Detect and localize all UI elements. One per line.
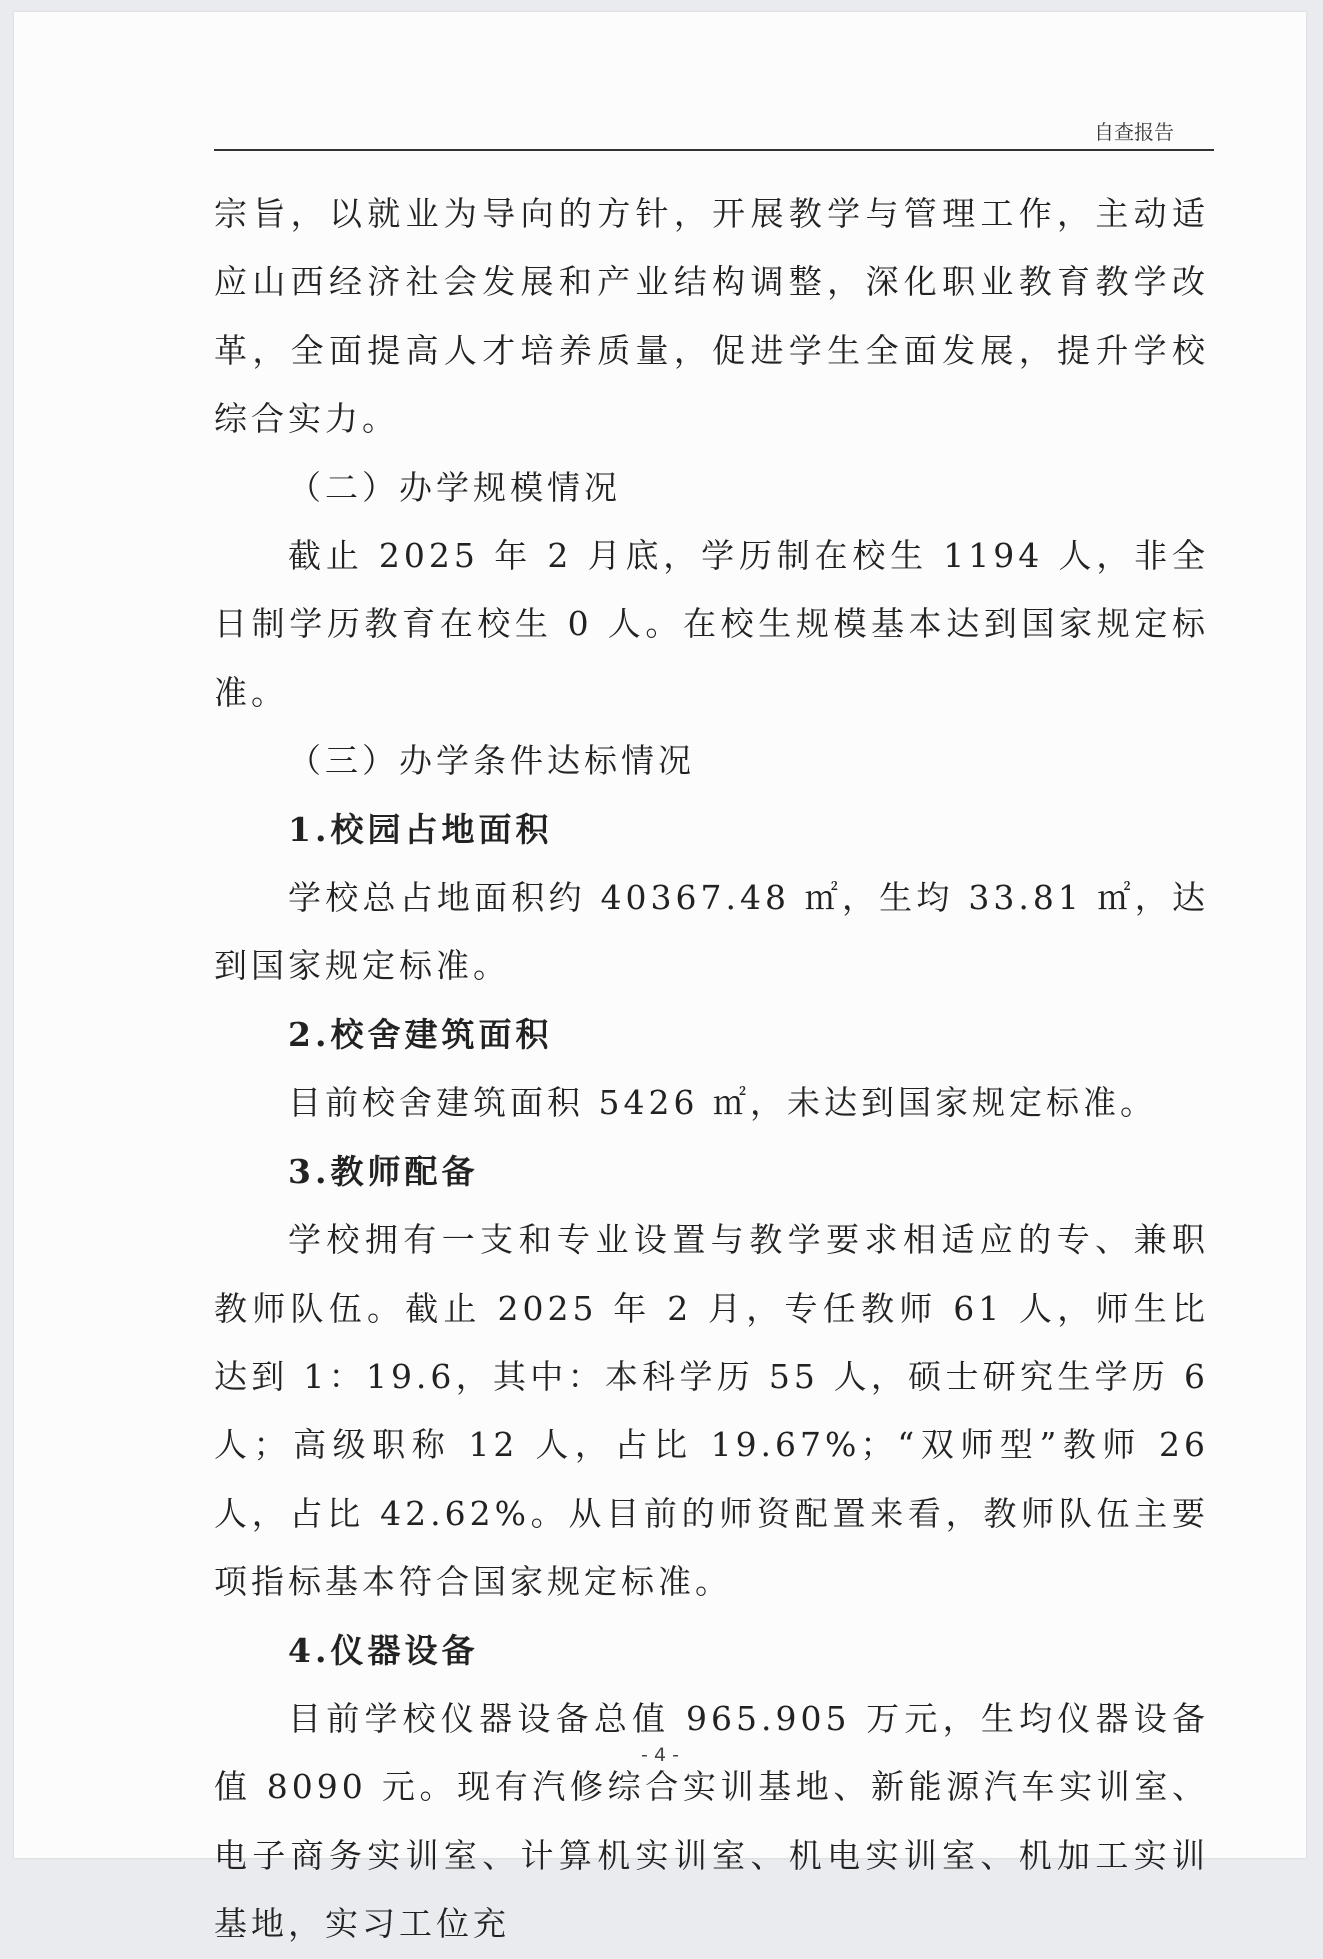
subheading-teachers: 3.教师配备 [288,1151,479,1191]
document-page [14,12,1306,1944]
paragraph-purpose: 宗旨，以就业为导向的方针，开展教学与管理工作，主动适应山西经济社会发展和产业结构调整，深化职业教育教学改革，全面提高人才培养质量，促进学生全面发展，提升学校综合实力。 [214,194,1209,439]
header-title: 自查报告 [1094,120,1174,144]
section-heading-scale: （二）办学规模情况 [288,467,621,507]
section-heading-conditions: （三）办学条件达标情况 [288,741,695,781]
paragraph-equipment: 目前学校仪器设备总值 965.905 万元，生均仪器设备值 8090 元。现有汽修综合实训基地、新能源汽车实训室、电子商务实训室、计算机实训室、机电实训室、机加工实训基地，实习工位充 [214,1698,1209,1944]
subheading-equipment: 4.仪器设备 [288,1630,479,1670]
paragraph-land-area: 学校总占地面积约 40367.48 ㎡，生均 33.81 ㎡，达到国家规定标准。 [214,878,1209,986]
subheading-land-area: 1.校园占地面积 [288,809,553,849]
document-body [214,180,1209,1959]
header-rule [214,149,1214,151]
subheading-building-area: 2.校舍建筑面积 [288,1014,553,1054]
page-number: - 4 - [641,1744,679,1766]
paragraph-scale: 截止 2025 年 2 月底，学历制在校生 1194 人，非全日制学历教育在校生 0 人。在校生规模基本达到国家规定标准。 [214,536,1209,712]
paragraph-teachers: 学校拥有一支和专业设置与教学要求相适应的专、兼职教师队伍。截止 2025 年 2 月，专任教师 61 人，师生比达到 1：19.6，其中：本科学历 55 人，硕士研究生学历 6 人；高级职称 12 人，占比 19.67%；“双师型”教师 26 人，占比 42.62%。从目前的师资配置来看，教师队伍主要项指标基本符合国家规定标准。 [214,1220,1209,1602]
paragraph-building-area: 目前校舍建筑面积 5426 ㎡，未达到国家规定标准。 [288,1083,1157,1123]
